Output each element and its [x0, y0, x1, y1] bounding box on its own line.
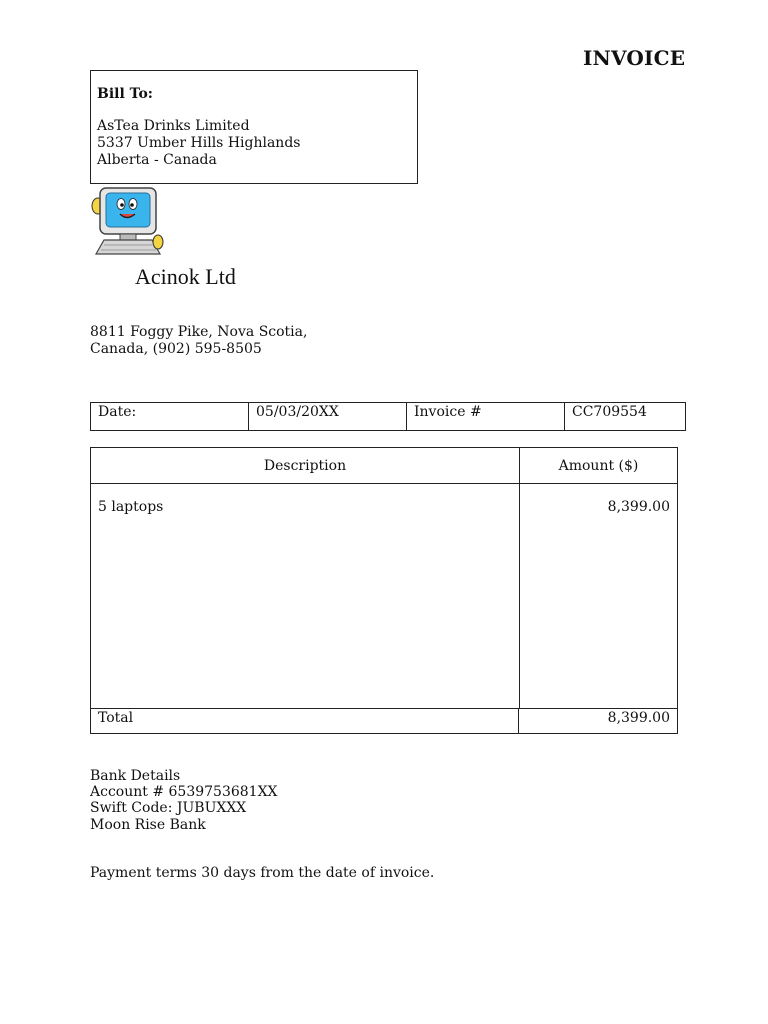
payment-terms: Payment terms 30 days from the date of invoice.: [90, 865, 435, 881]
invoice-meta-table: [90, 402, 686, 431]
bank-details-heading: Bank Details: [90, 768, 181, 784]
description-header: Description: [91, 448, 520, 484]
line-items-table: [90, 447, 678, 709]
company-name: Acinok Ltd: [135, 264, 236, 289]
bill-to-line-region: Alberta - Canada: [97, 152, 217, 168]
amount-header: Amount ($): [520, 448, 678, 484]
table-row: [91, 484, 678, 709]
invoice-number-value: CC709554: [565, 403, 686, 431]
bill-to-line-street: 5337 Umber Hills Highlands: [97, 135, 301, 151]
total-value: 8,399.00: [519, 709, 678, 734]
company-address-line2: Canada, (902) 595-8505: [90, 341, 262, 357]
bank-name: Moon Rise Bank: [90, 817, 206, 833]
bank-swift: Swift Code: JUBUXXX: [90, 800, 247, 816]
invoice-number-label: Invoice #: [407, 403, 565, 431]
computer-mascot-icon: [90, 184, 168, 264]
bank-account: Account # 6539753681XX: [90, 784, 278, 800]
total-label: Total: [91, 709, 519, 734]
bill-to-heading: Bill To:: [97, 86, 153, 102]
invoice-title: INVOICE: [583, 46, 686, 70]
item-amount: 8,399.00: [520, 484, 678, 709]
bill-to-line-name: AsTea Drinks Limited: [97, 118, 250, 134]
date-value: 05/03/20XX: [249, 403, 407, 431]
item-description: 5 laptops: [91, 484, 520, 709]
date-label: Date:: [91, 403, 249, 431]
company-address-line1: 8811 Foggy Pike, Nova Scotia,: [90, 324, 308, 340]
totals-table: [90, 708, 678, 734]
